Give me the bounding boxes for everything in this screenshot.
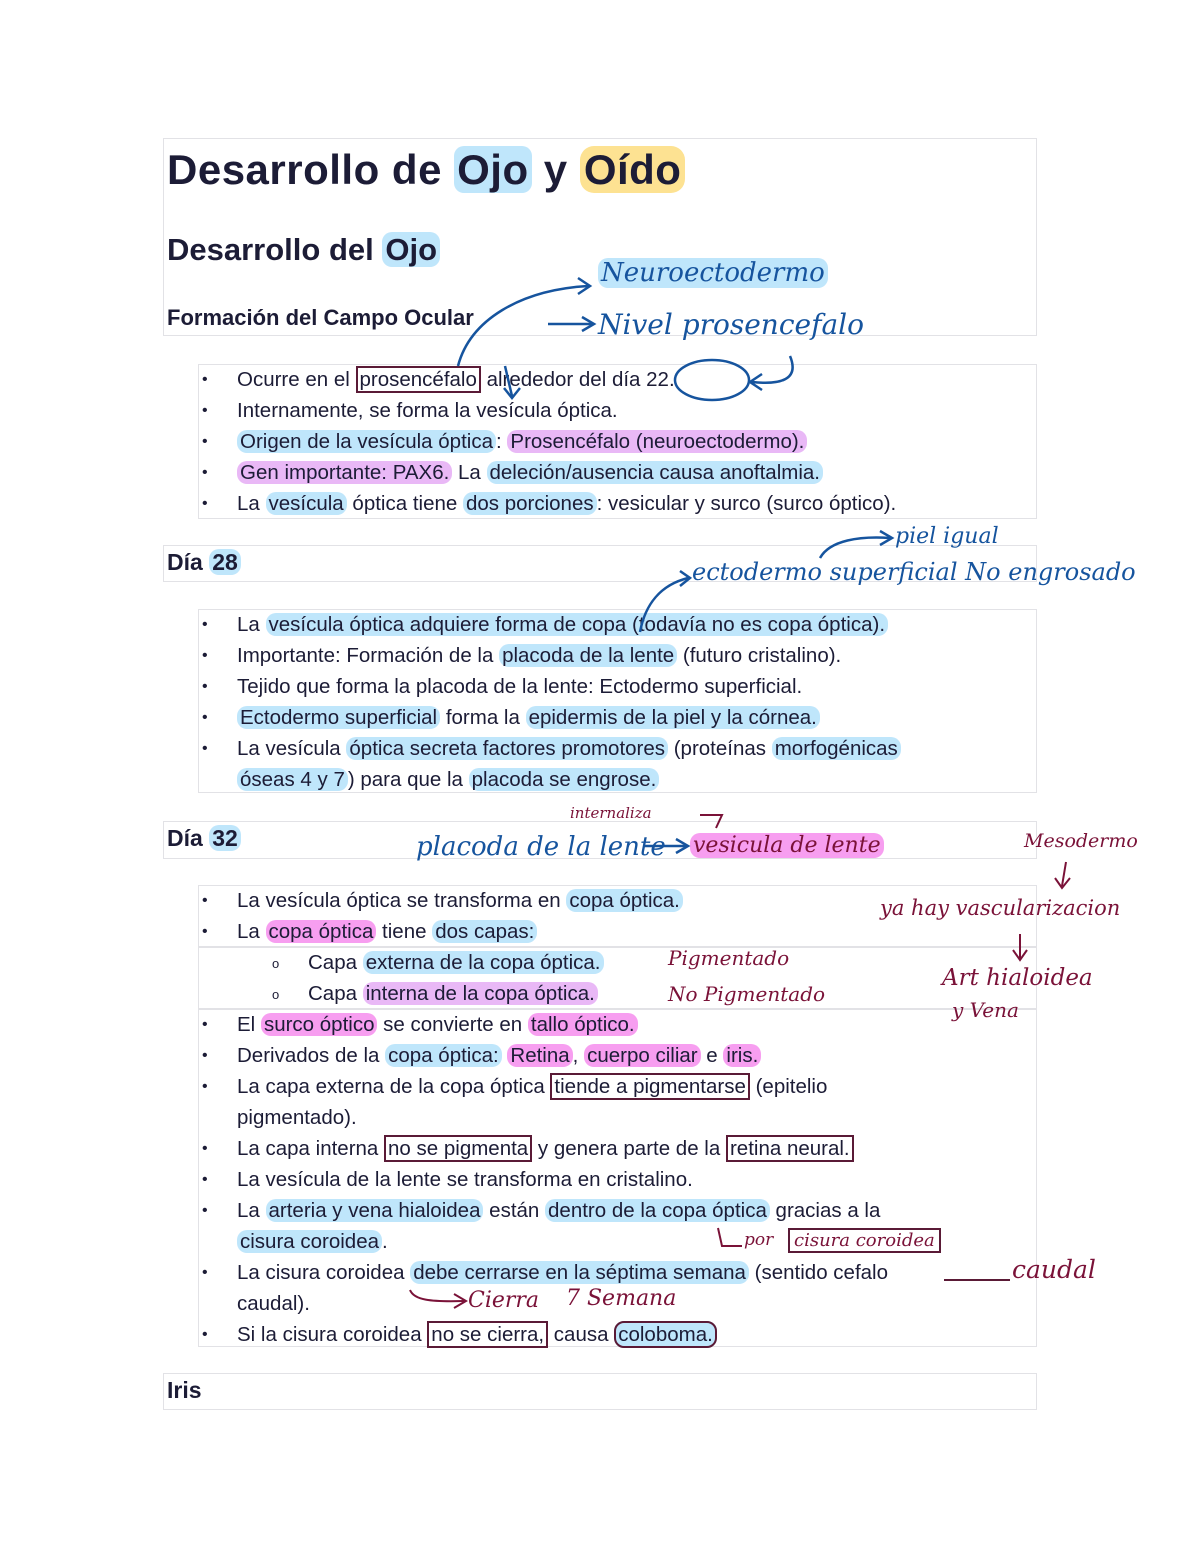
note-vesicula-lente: vesicula de lente bbox=[690, 833, 884, 858]
section-heading: Formación del Campo Ocular bbox=[167, 305, 474, 330]
list-item: • Si la cisura coroidea no se cierra, causa coloboma. bbox=[200, 1319, 1030, 1350]
list-item: • La vesícula óptica adquiere forma de copa (todavía no es copa óptica). bbox=[200, 609, 1030, 640]
note-7-semana: 7 Semana bbox=[566, 1286, 677, 1311]
list-item: • La arteria y vena hialoidea están dentro de la copa óptica gracias a la bbox=[200, 1195, 1030, 1226]
list-item: • La capa externa de la copa óptica tiende a pigmentarse (epitelio bbox=[200, 1071, 1030, 1102]
subtitle-ojo: Ojo bbox=[382, 232, 440, 267]
list-item: • Origen de la vesícula óptica : Prosencéfalo (neuroectodermo). bbox=[200, 426, 1030, 457]
list-item: • La vesícula de la lente se transforma en cristalino. bbox=[200, 1164, 1030, 1195]
note-cisura-coroidea: cisura coroidea bbox=[788, 1228, 941, 1253]
list-item-continuation: cisura coroidea . bbox=[200, 1226, 1030, 1257]
note-caudal: caudal bbox=[1012, 1255, 1096, 1284]
list-item: • Gen importante: PAX6. La deleción/ausencia causa anoftalmia. bbox=[200, 457, 1030, 488]
title-ojo: Ojo bbox=[454, 146, 532, 193]
note-nivel-prosencefalo: Nivel prosencefalo bbox=[598, 308, 864, 341]
note-vascularizacion: ya hay vascularizacion bbox=[880, 896, 1121, 920]
iris-heading: Iris bbox=[167, 1377, 202, 1403]
list-item-continuation: pigmentado). bbox=[237, 1106, 357, 1129]
title-y: y bbox=[531, 146, 580, 193]
list-item: • Tejido que forma la placoda de la lente: Ectodermo superficial. bbox=[200, 671, 1030, 702]
note-placoda: placoda de la lente bbox=[416, 832, 666, 862]
circle-dia22 bbox=[675, 360, 749, 400]
note-pigmentado: Pigmentado bbox=[668, 946, 790, 970]
list-item: • La vesícula óptica se transforma en copa óptica. bbox=[200, 885, 1030, 916]
list-item: • Internamente, se forma la vesícula óptica. bbox=[200, 395, 1030, 426]
arrow-to-dia22 bbox=[752, 356, 793, 383]
note-neuroectodermo: Neuroectodermo bbox=[598, 258, 828, 288]
arrow-to-neuroectodermo bbox=[458, 286, 588, 366]
list-item-continuation: óseas 4 y 7 ) para que la placoda se engrose. bbox=[200, 764, 1030, 795]
note-y-vena: y Vena bbox=[952, 998, 1019, 1022]
sub-list-item: o Capa externa de la copa óptica. bbox=[200, 947, 1030, 978]
boxed-prosencefalo: prosencéfalo bbox=[356, 366, 481, 393]
arrow-por bbox=[718, 1228, 742, 1246]
list-item: • La capa interna no se pigmenta y genera parte de la retina neural. bbox=[200, 1133, 1030, 1164]
list-item: • La vesícula óptica tiene dos porciones : vesicular y surco (surco óptico). bbox=[200, 488, 1030, 519]
list-item: • La vesícula óptica secreta factores promotores (proteínas morfogénicas bbox=[200, 733, 1030, 764]
list-item: • La cisura coroidea debe cerrarse en la séptima semana (sentido cefalo bbox=[200, 1257, 1030, 1288]
circled-dia22: día 22. bbox=[611, 368, 675, 391]
sub-list-item: o Capa interna de la copa óptica. bbox=[200, 978, 1030, 1009]
title-text: Desarrollo de bbox=[167, 146, 455, 193]
list-item: • El surco óptico se convierte en tallo óptico. bbox=[200, 1009, 1030, 1040]
note-no-pigmentado: No Pigmentado bbox=[668, 982, 826, 1006]
note-internaliza: internaliza bbox=[570, 804, 652, 822]
title-oido: Oído bbox=[580, 146, 686, 193]
subtitle-text: Desarrollo del bbox=[167, 232, 383, 267]
list-item: • Derivados de la copa óptica: Retina , cuerpo ciliar e iris. bbox=[200, 1040, 1030, 1071]
note-mesodermo: Mesodermo bbox=[1024, 830, 1138, 852]
list-item: • Ectodermo superficial forma la epidermis de la piel y la córnea. bbox=[200, 702, 1030, 733]
note-por: por bbox=[744, 1230, 774, 1250]
day32-heading: Día 32 bbox=[167, 825, 241, 852]
list-item: • La copa óptica tiene dos capas: bbox=[200, 916, 1030, 947]
list-item-continuation: caudal). bbox=[237, 1292, 310, 1315]
list-item: • Importante: Formación de la placoda de la lente (futuro cristalino). bbox=[200, 640, 1030, 671]
note-ectodermo: ectodermo superficial No engrosado bbox=[692, 558, 1136, 586]
note-cierra: Cierra bbox=[468, 1288, 540, 1313]
day28-heading: Día 28 bbox=[167, 549, 241, 576]
note-piel-igual: piel igual bbox=[895, 524, 999, 549]
list-item: • Ocurre en el prosencéfalo alrededor del día 22. bbox=[200, 364, 1030, 395]
arrow-to-piel bbox=[820, 538, 890, 558]
note-art-hialoidea: Art hialoidea bbox=[942, 965, 1093, 991]
arrow-internaliza bbox=[700, 815, 722, 828]
